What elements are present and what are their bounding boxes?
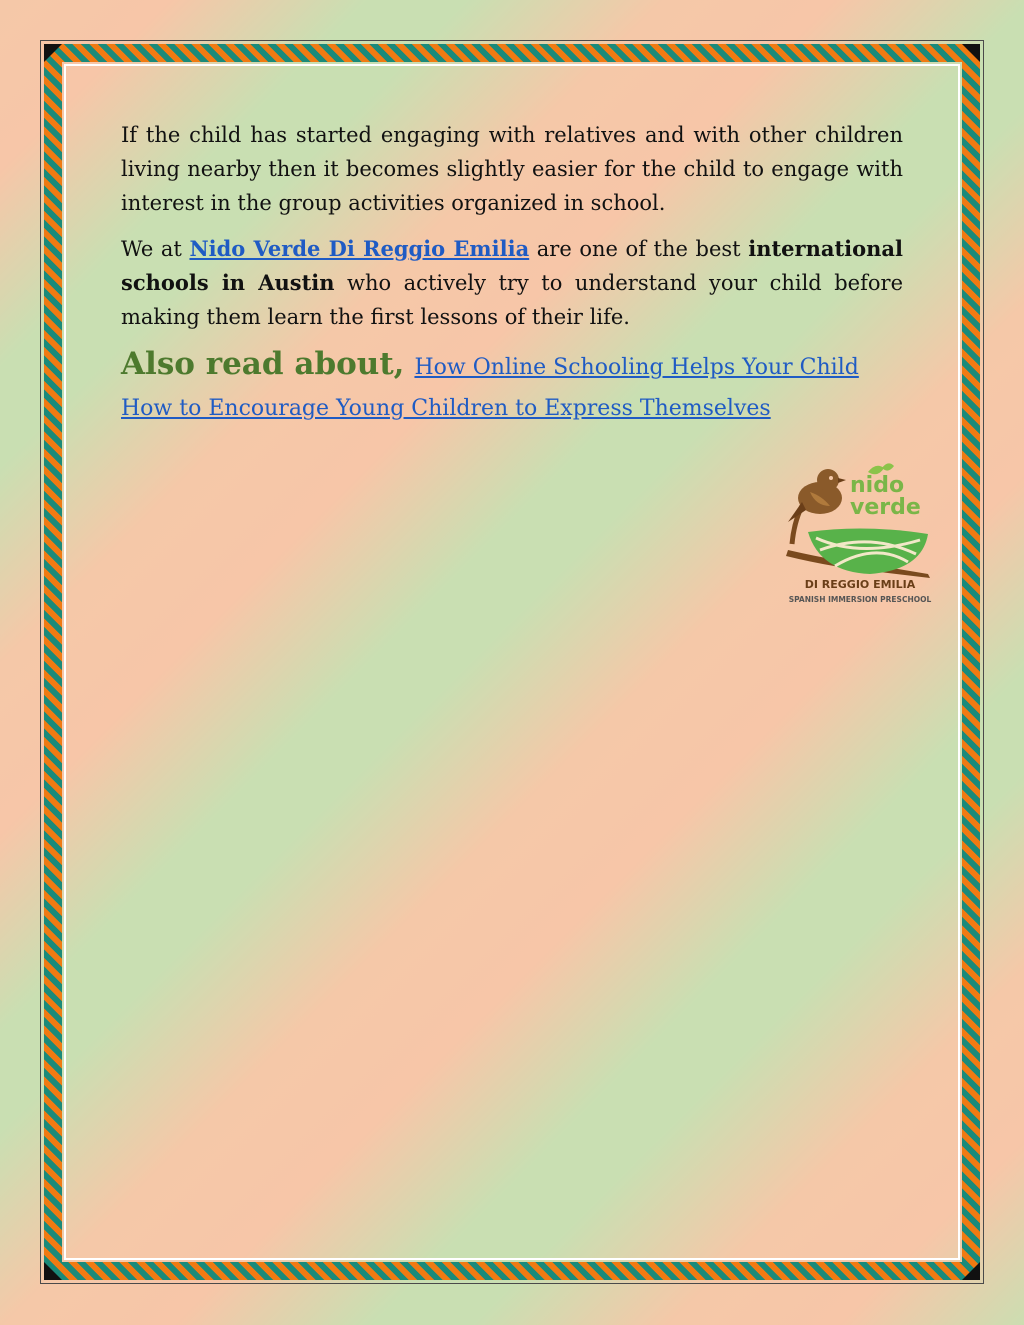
- bird-nest-icon: [780, 462, 940, 612]
- border-corner: [962, 1262, 980, 1280]
- logo-word-verde: verde: [850, 495, 921, 520]
- border-corner: [44, 44, 62, 62]
- logo-word-nido: nido: [850, 473, 905, 498]
- paragraph-school-middle: are one of the best: [529, 237, 749, 261]
- online-schooling-link[interactable]: How Online Schooling Helps Your Child: [414, 355, 859, 380]
- nido-verde-logo: [780, 462, 940, 612]
- border-corner: [962, 44, 980, 62]
- paragraph-school: [121, 232, 903, 334]
- paragraph-school-bold: international schools in Austin: [121, 236, 904, 295]
- also-read-row: [121, 346, 903, 382]
- document-content: [121, 118, 903, 421]
- logo-line-reggio: DI REGGIO EMILIA: [804, 578, 916, 591]
- border-corner: [44, 1262, 62, 1280]
- school-name-link[interactable]: Nido Verde Di Reggio Emilia: [189, 236, 530, 261]
- also-read-second-row: [121, 396, 903, 421]
- also-read-heading: Also read about,: [121, 346, 405, 382]
- paragraph-school-intro: We at: [121, 237, 190, 261]
- logo-line-preschool: SPANISH IMMERSION PRESCHOOL: [788, 595, 932, 604]
- paragraph-intro: If the child has started engaging with relatives and with other children living nearby then it becomes slightly easier for the child to engage with interest in the group activities organized in school.: [121, 123, 903, 215]
- paragraph-school-end: who actively try to understand your child before making them learn the first lessons of their life.: [121, 271, 903, 329]
- encourage-children-link[interactable]: How to Encourage Young Children to Express Themselves: [121, 396, 771, 421]
